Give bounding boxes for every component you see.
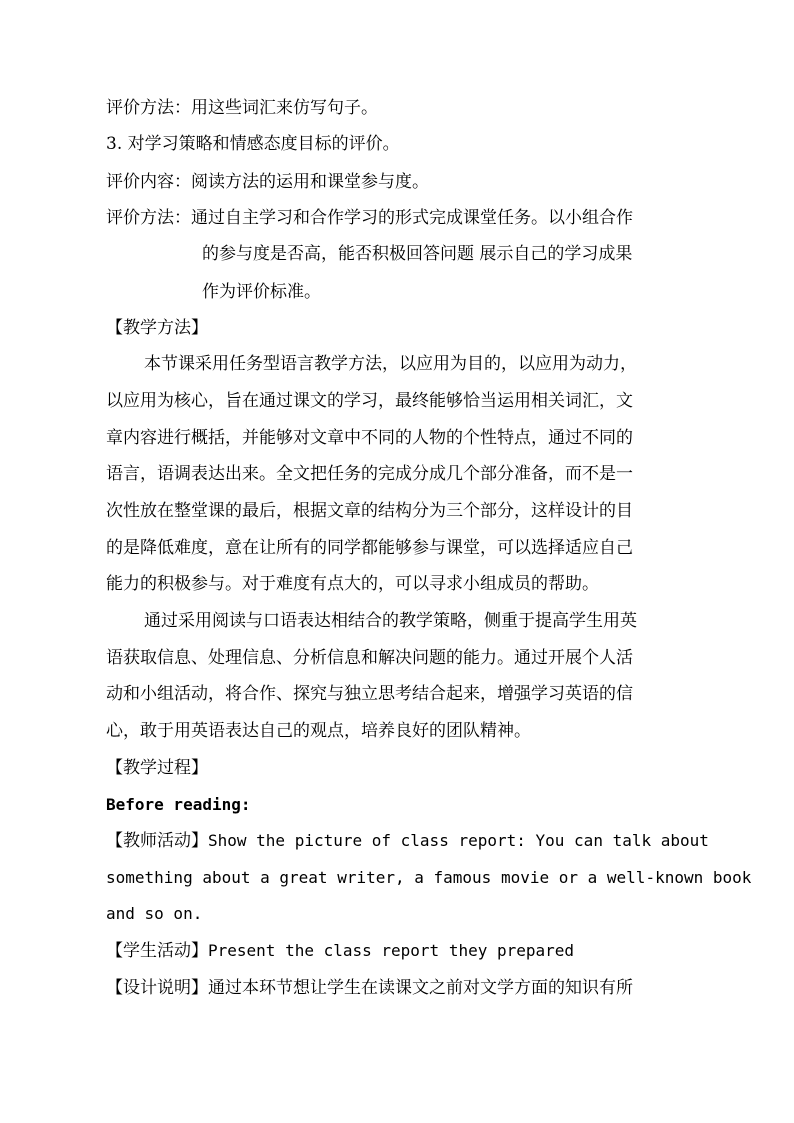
teacher-activity-line-1	[106, 829, 709, 853]
paragraph-line: 通过采用阅读与口语表达相结合的教学策略，侧重于提高学生用英	[144, 611, 637, 631]
evaluation-method-2-line-1: 评价方法：通过自主学习和合作学习的形式完成课堂任务。以小组合作	[106, 208, 633, 228]
paragraph-line: 的是降低难度，意在让所有的同学都能够参与课堂，可以选择适应自己	[106, 538, 633, 558]
teaching-process-heading: 【教学过程】	[106, 758, 208, 778]
before-reading-heading: Before reading:	[106, 795, 251, 814]
evaluation-method-1: 评价方法：用这些词汇来仿写句子。	[106, 98, 378, 118]
teaching-method-heading: 【教学方法】	[106, 318, 208, 338]
paragraph-line: 本节课采用任务型语言教学方法，以应用为目的，以应用为动力，	[144, 354, 637, 374]
paragraph-line: 心，敢于用英语表达自己的观点，培养良好的团队精神。	[106, 721, 531, 741]
student-activity-label: 【学生活动】	[106, 941, 208, 961]
teacher-activity-text: Show the picture of class report: You can talk about	[208, 831, 709, 850]
design-note-line	[106, 976, 633, 1000]
student-activity-line	[106, 939, 574, 963]
student-activity-text: Present the class report they prepared	[208, 941, 575, 960]
evaluation-method-2-line-2: 的参与度是否高，能否积极回答问题 展示自己的学习成果	[202, 244, 633, 264]
evaluation-item-3: 3. 对学习策略和情感态度目标的评价。	[106, 134, 400, 154]
paragraph-line: 能力的积极参与。对于难度有点大的，可以寻求小组成员的帮助。	[106, 574, 599, 594]
evaluation-method-2-line-3: 作为评价标准。	[202, 282, 321, 302]
paragraph-line: 动和小组活动，将合作、探究与独立思考结合起来，增强学习英语的信	[106, 684, 633, 704]
teacher-activity-label: 【教师活动】	[106, 831, 208, 851]
design-note-label: 【设计说明】	[106, 978, 208, 998]
teacher-activity-line-2: something about a great writer, a famous movie or a well-known book	[106, 868, 752, 887]
teacher-activity-line-3: and so on.	[106, 904, 203, 923]
design-note-text: 通过本环节想让学生在读课文之前对文学方面的知识有所	[208, 978, 633, 998]
evaluation-content: 评价内容：阅读方法的运用和课堂参与度。	[106, 172, 429, 192]
paragraph-line: 次性放在整堂课的最后，根据文章的结构分为三个部分，这样设计的目	[106, 501, 633, 521]
paragraph-line: 语言，语调表达出来。全文把任务的完成分成几个部分准备，而不是一	[106, 464, 633, 484]
paragraph-line: 以应用为核心，旨在通过课文的学习，最终能够恰当运用相关词汇，文	[106, 391, 633, 411]
paragraph-line: 章内容进行概括，并能够对文章中不同的人物的个性特点，通过不同的	[106, 428, 633, 448]
paragraph-line: 语获取信息、处理信息、分析信息和解决问题的能力。通过开展个人活	[106, 648, 633, 668]
